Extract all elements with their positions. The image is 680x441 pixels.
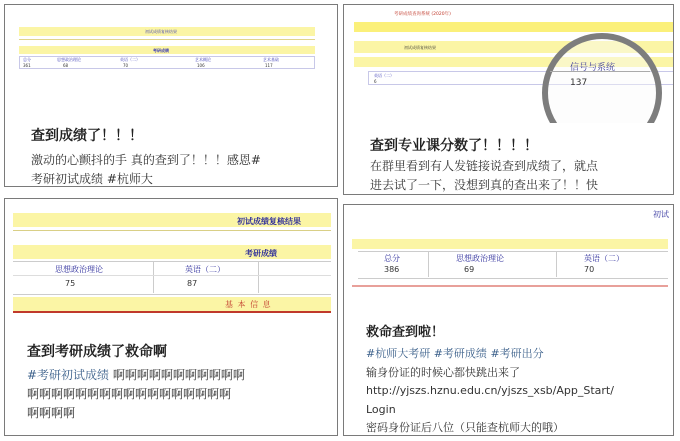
col-3: 英语（二） xyxy=(120,57,140,62)
screenshot-section: 考研成绩 xyxy=(245,249,277,258)
val-5: 117 xyxy=(265,63,273,68)
hashtag-link[interactable]: #考研成绩 xyxy=(433,347,487,360)
col-1: 总分 xyxy=(23,57,31,62)
hashtag-link[interactable]: #考研初试成绩 xyxy=(27,368,110,382)
post-card-1[interactable] xyxy=(4,4,338,187)
col-5: 艺术基础 xyxy=(263,57,279,62)
post-title: 查到考研成绩了救命啊 xyxy=(27,344,167,360)
post-body-line: 啊啊啊啊 xyxy=(27,406,76,420)
screenshot-corner: 初试 xyxy=(653,210,669,219)
post-body-line: 输身份证的时候心都快跳出来了 xyxy=(366,365,520,379)
val-2: 69 xyxy=(464,265,475,274)
post-card-2[interactable] xyxy=(343,4,674,195)
col-2: 英语（二） xyxy=(185,265,225,274)
col-1: 英语（二） xyxy=(374,73,394,78)
post-card-4[interactable] xyxy=(343,204,674,436)
magnified-label: 信号与系统 xyxy=(570,63,616,73)
val-3: 70 xyxy=(584,265,595,274)
screenshot-header: 初试成绩复核结果 xyxy=(237,217,301,226)
val-3: 70 xyxy=(123,63,129,68)
col-3: 英语（二） xyxy=(584,254,624,263)
val-1: 386 xyxy=(384,265,400,274)
post-body-line: 密码身份证后八位（只能查杭师大的哦） xyxy=(366,421,564,434)
post-body-line: 激动的心颤抖的手 真的查到了！！！感恩# xyxy=(31,153,261,167)
post-body-text: 啊啊啊啊啊啊啊啊啊啊啊 xyxy=(109,368,245,382)
screenshot-section: 考研成绩 xyxy=(153,48,169,53)
post-title: 查到成绩了！！！ xyxy=(31,128,143,144)
val-1: 6 xyxy=(374,79,377,84)
col-1: 思想政治理论 xyxy=(55,265,103,274)
val-2: 68 xyxy=(63,63,69,68)
magnified-value: 137 xyxy=(570,78,588,88)
val-4: 106 xyxy=(197,63,205,68)
score-screenshot-3 xyxy=(5,199,337,321)
post-url[interactable]: http://yjszs.hznu.edu.cn/yjszs_xsb/App_Start/ xyxy=(366,384,614,397)
hashtag-link[interactable]: #考研出分 xyxy=(490,347,544,360)
col-2: 思想政治理论 xyxy=(456,254,504,263)
val-2: 87 xyxy=(187,279,198,288)
post-body-line: 啊啊啊啊啊啊啊啊啊啊啊啊啊啊啊啊啊 xyxy=(27,387,232,401)
col-1: 总分 xyxy=(384,254,400,263)
col-2: 思想政治理论 xyxy=(57,57,81,62)
post-body-line: 考研初试成绩 #杭师大 xyxy=(31,172,153,186)
post-url-cont[interactable]: Login xyxy=(366,402,396,416)
screenshot-header: 考研成绩查询系统 (2020年) xyxy=(394,12,451,17)
val-1: 361 xyxy=(23,63,31,68)
post-body-line: 在群里看到有人发链接说查到成绩了，就点 xyxy=(370,159,599,173)
col-4: 艺术概论 xyxy=(195,57,211,62)
post-title: 查到专业课分数了！！！！ xyxy=(370,138,538,154)
post-card-3[interactable] xyxy=(4,198,338,436)
post-body-line: 进去试了一下，没想到真的查出来了！！快 xyxy=(370,178,599,192)
score-screenshot-2 xyxy=(344,5,673,123)
post-title: 救命查到啦！ xyxy=(366,325,445,340)
score-screenshot-1 xyxy=(5,5,337,115)
screenshot-footer: 基 本 信 息 xyxy=(225,300,272,309)
val-1: 75 xyxy=(65,279,76,288)
score-screenshot-4 xyxy=(344,205,673,303)
screenshot-section: 初试成绩复核结果 xyxy=(404,45,436,50)
hashtag-link[interactable]: #杭师大考研 xyxy=(366,347,431,360)
screenshot-header: 初试成绩复核结果 xyxy=(145,29,177,34)
